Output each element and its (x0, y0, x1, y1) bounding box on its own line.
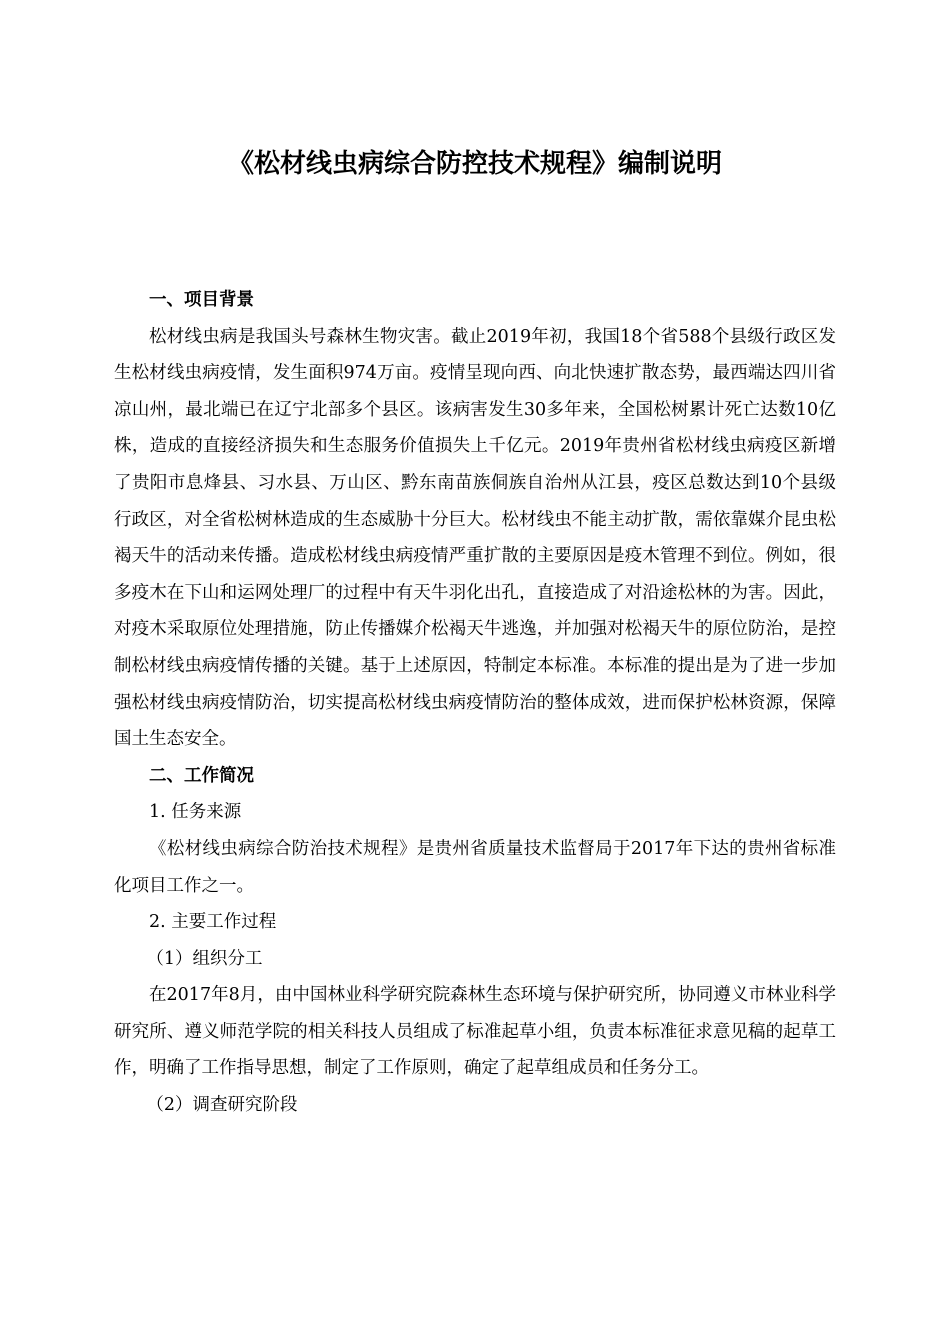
subheading-research-stage: （2）调查研究阶段 (146, 1095, 298, 1116)
paragraph-organization: 在2017年8月，由中国林业科学研究院森林生态环境与保护研究所，协同遵义市林业科学研究所、遵义师范学院的相关科技人员组成了标准起草小组，负责本标准征求意见稿的起草工作，明确了工作指导思想，制定了工作原则，确定了起草组成员和任务分工。 (114, 985, 836, 1079)
subheading-organization: （1）组织分工 (146, 948, 263, 969)
subheading-work-process: 2. 主要工作过程 (149, 912, 277, 933)
paragraph-background: 松材线虫病是我国头号森林生物灾害。截止2019年初，我国18个省588个县级行政区发生松材线虫病疫情，发生面积974万亩。疫情呈现向西、向北快速扩散态势，最西端达四川省凉山州，最北端已在辽宁北部多个县区。该病害发生30多年来，全国松树累计死亡达数10亿株，造成的直接经济损失和生态服务价值损失上千亿元。2019年贵州省松材线虫病疫区新增了贵阳市息烽县、习水县、万山区、黔东南苗族侗族自治州从江县，疫区总数达到10个县级行政区，对全省松树林造成的生态威胁十分巨大。松材线虫不能主动扩散，需依靠媒介昆虫松褐天牛的活动来传播。造成松材线虫病疫情严重扩散的主要原因是疫木管理不到位。例如，很多疫木在下山和运网处理厂的过程中有天牛羽化出孔，直接造成了对沿途松林的为害。因此，对疫木采取原位处理措施，防止传播媒介松褐天牛逃逸，并加强对松褐天牛的原位防治，是控制松材线虫病疫情传播的关键。基于上述原因，特制定本标准。本标准的提出是为了进一步加强松材线虫病疫情防治，切实提高松材线虫病疫情防治的整体成效，进而保护松林资源，保障国土生态安全。 (114, 326, 836, 750)
document-title: 《松材线虫病综合防控技术规程》编制说明 (227, 149, 722, 179)
subheading-task-source: 1. 任务来源 (149, 802, 242, 823)
section-heading-work-overview: 二、工作简况 (149, 765, 254, 786)
paragraph-task-source: 《松材线虫病综合防治技术规程》是贵州省质量技术监督局于2017年下达的贵州省标准化项目工作之一。 (114, 838, 836, 896)
section-heading-background: 一、项目背景 (149, 290, 254, 310)
document-body (114, 282, 836, 1124)
